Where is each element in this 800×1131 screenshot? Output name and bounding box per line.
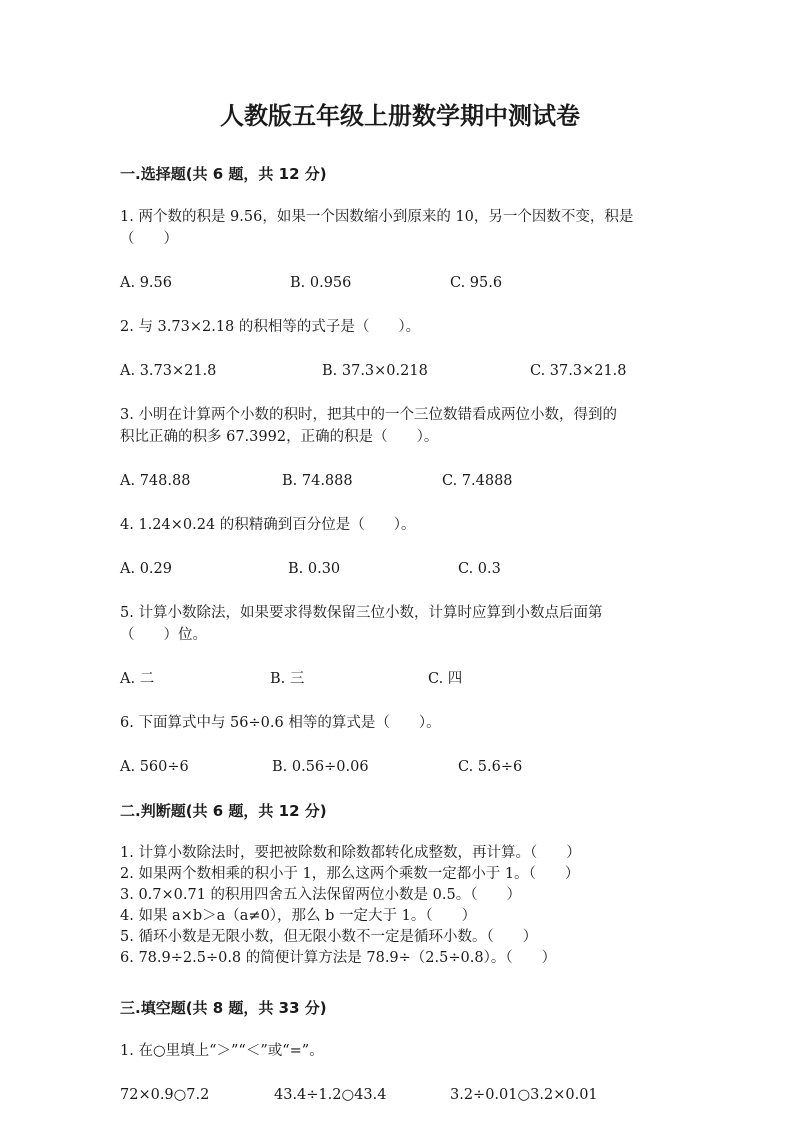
question-3: [120, 404, 700, 492]
option-a: A. 3.73×21.8: [120, 363, 217, 379]
option-list: [120, 558, 700, 580]
question-1: [120, 206, 700, 294]
option-a: A. 0.29: [120, 561, 172, 577]
option-b: B. 0.956: [290, 275, 352, 291]
option-c: C. 0.3: [458, 561, 501, 577]
question-stem: 1. 在○里填上“＞”“＜”或“=”。: [120, 1043, 324, 1059]
option-b: B. 37.3×0.218: [322, 363, 428, 379]
question-6: [120, 712, 700, 778]
question-5: [120, 602, 700, 690]
option-c: C. 95.6: [450, 275, 503, 291]
question-stem: 3. 小明在计算两个小数的积时，把其中的一个三位数错看成两位小数，得到的 积比正确的积多 67.3992，正确的积是（ ）。: [120, 407, 617, 445]
question-stem: 2. 与 3.73×2.18 的积相等的式子是（ ）。: [120, 319, 421, 335]
list-item: 3. 0.7×0.71 的积用四舍五入法保留两位小数是 0.5。（ ）: [120, 887, 521, 903]
option-a: A. 9.56: [120, 275, 172, 291]
option-b: B. 74.888: [282, 473, 353, 489]
option-c: C. 四: [428, 671, 463, 687]
fill-items: [120, 1084, 700, 1106]
page-title: 人教版五年级上册数学期中测试卷: [220, 102, 580, 130]
judge-list: [120, 843, 700, 969]
option-b: B. 三: [270, 671, 305, 687]
list-item: 5. 循环小数是无限小数，但无限小数不一定是循环小数。（ ）: [120, 929, 538, 945]
option-list: [120, 756, 700, 778]
list-item: 6. 78.9÷2.5÷0.8 的简便计算方法是 78.9÷（2.5÷0.8）。（ ）: [120, 950, 557, 966]
option-list: [120, 360, 700, 382]
option-a: A. 二: [120, 671, 155, 687]
option-c: C. 7.4888: [442, 473, 513, 489]
question-stem: 1. 两个数的积是 9.56，如果一个因数缩小到原来的 10，另一个因数不变，积是 （ ）: [120, 209, 634, 247]
fill-item: 3.2÷0.01○3.2×0.01: [450, 1087, 598, 1103]
section-heading-fill: 三.填空题(共 8 题，共 33 分): [120, 999, 327, 1017]
option-c: C. 5.6÷6: [458, 759, 523, 775]
fill-item: 72×0.9○7.2: [120, 1087, 210, 1103]
option-list: [120, 470, 700, 492]
question-2: [120, 316, 700, 382]
list-item: 1. 计算小数除法时，要把被除数和除数都转化成整数，再计算。（ ）: [120, 845, 581, 861]
question-4: [120, 514, 700, 580]
option-list: [120, 668, 700, 690]
fill-item: 43.4÷1.2○43.4: [274, 1087, 387, 1103]
option-b: B. 0.30: [288, 561, 341, 577]
option-b: B. 0.56÷0.06: [272, 759, 369, 775]
question-stem: 5. 计算小数除法，如果要求得数保留三位小数，计算时应算到小数点后面第 （ ）位。: [120, 605, 603, 643]
question-stem: 6. 下面算式中与 56÷0.6 相等的算式是（ ）。: [120, 715, 441, 731]
list-item: 4. 如果 a×b＞a（a≠0），那么 b 一定大于 1。（ ）: [120, 908, 477, 924]
list-item: 2. 如果两个数相乘的积小于 1，那么这两个乘数一定都小于 1。（ ）: [120, 866, 580, 882]
section-heading-choice: 一.选择题(共 6 题，共 12 分): [120, 165, 327, 183]
option-list: [120, 272, 700, 294]
question-stem: 4. 1.24×0.24 的积精确到百分位是（ ）。: [120, 517, 416, 533]
section-heading-judge: 二.判断题(共 6 题，共 12 分): [120, 802, 327, 820]
option-c: C. 37.3×21.8: [530, 363, 627, 379]
option-a: A. 748.88: [120, 473, 191, 489]
option-a: A. 560÷6: [120, 759, 189, 775]
